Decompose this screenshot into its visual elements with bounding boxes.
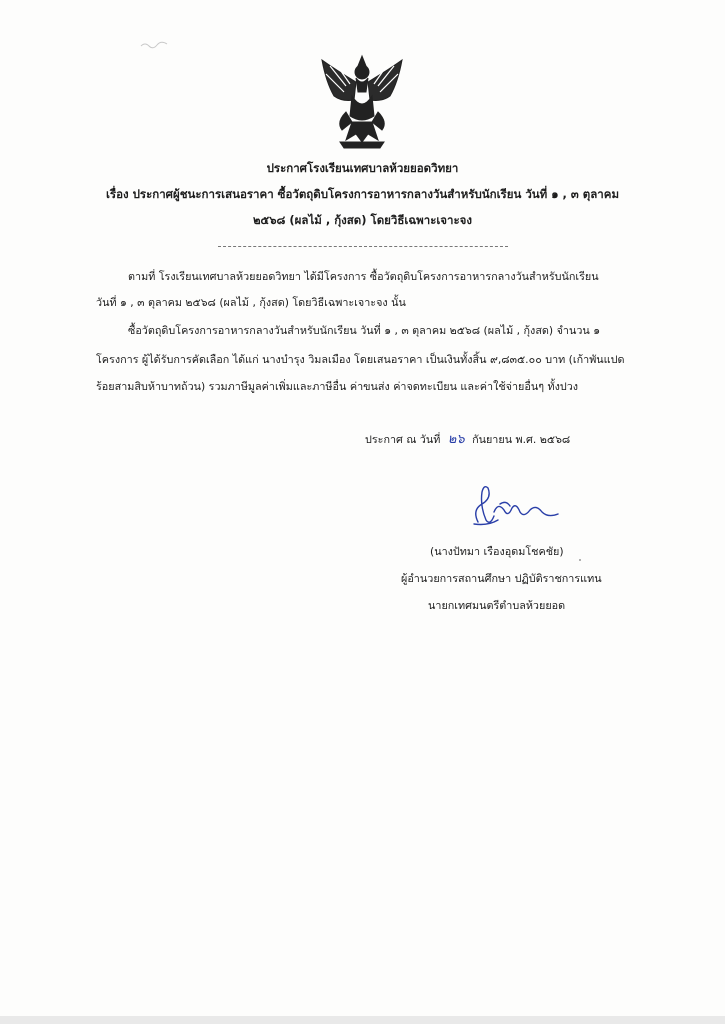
body-paragraph-1: ตามที่ โรงเรียนเทศบาลห้วยยอดวิทยา ได้มีโครงการ ซื้อวัตถุดิบโครงการอาหารกลางวันสำหรับนักเรียน xyxy=(128,270,599,283)
pencil-mark-icon xyxy=(140,40,168,50)
divider-line xyxy=(218,246,508,247)
body-paragraph-2-line-3: ร้อยสามสิบห้าบาทถ้วน) รวมภาษีมูลค่าเพิ่มและภาษีอื่น ค่าขนส่ง ค่าจดทะเบียน และค่าใช้จ่ายอื่นๆ ทั้งปวง xyxy=(96,380,579,393)
signer-position: ผู้อำนวยการสถานศึกษา ปฏิบัติราชการแทน xyxy=(401,572,602,585)
scan-edge xyxy=(0,1016,725,1024)
announcement-date-prefix: ประกาศ ณ วันที่ xyxy=(365,433,441,446)
subject-line-continued: ๒๕๖๘ (ผลไม้ , กุ้งสด) โดยวิธีเฉพาะเจาะจง xyxy=(252,213,473,227)
handwritten-day: ๒๖ xyxy=(447,432,465,447)
body-paragraph-1-continued: วันที่ ๑ , ๓ ตุลาคม ๒๕๖๘ (ผลไม้ , กุ้งสด) โดยวิธีเฉพาะเจาะจง นั้น xyxy=(96,296,406,309)
announcement-title: ประกาศโรงเรียนเทศบาลห้วยยอดวิทยา xyxy=(266,161,459,175)
ink-speck xyxy=(579,559,581,561)
body-paragraph-2-line-2: โครงการ ผู้ได้รับการคัดเลือก ได้แก่ นางบำรุง วิมลเมือง โดยเสนอราคา เป็นเงินทั้งสิ้น ๙,๘๓๕.๐๐ บาท (เก้าพันแปด xyxy=(96,353,625,366)
body-paragraph-2: ซื้อวัตถุดิบโครงการอาหารกลางวันสำหรับนักเรียน วันที่ ๑ , ๓ ตุลาคม ๒๕๖๘ (ผลไม้ , กุ้งสด) จำนวน ๑ xyxy=(128,324,601,337)
signer-name: (นางปัทมา เรืองอุดมโชคชัย) xyxy=(430,545,564,558)
announcement-date-suffix: กันยายน พ.ศ. ๒๕๖๘ xyxy=(472,433,571,446)
signer-position-acting: นายกเทศมนตรีตำบลห้วยยอด xyxy=(428,599,566,612)
handwritten-signature xyxy=(454,482,564,532)
subject-line: เรื่อง ประกาศผู้ชนะการเสนอราคา ซื้อวัตถุดิบโครงการอาหารกลางวันสำหรับนักเรียน วันที่ ๑ , ๓ ตุลาคม xyxy=(105,187,620,201)
garuda-emblem-icon xyxy=(316,52,408,152)
announcement-date xyxy=(365,428,570,449)
